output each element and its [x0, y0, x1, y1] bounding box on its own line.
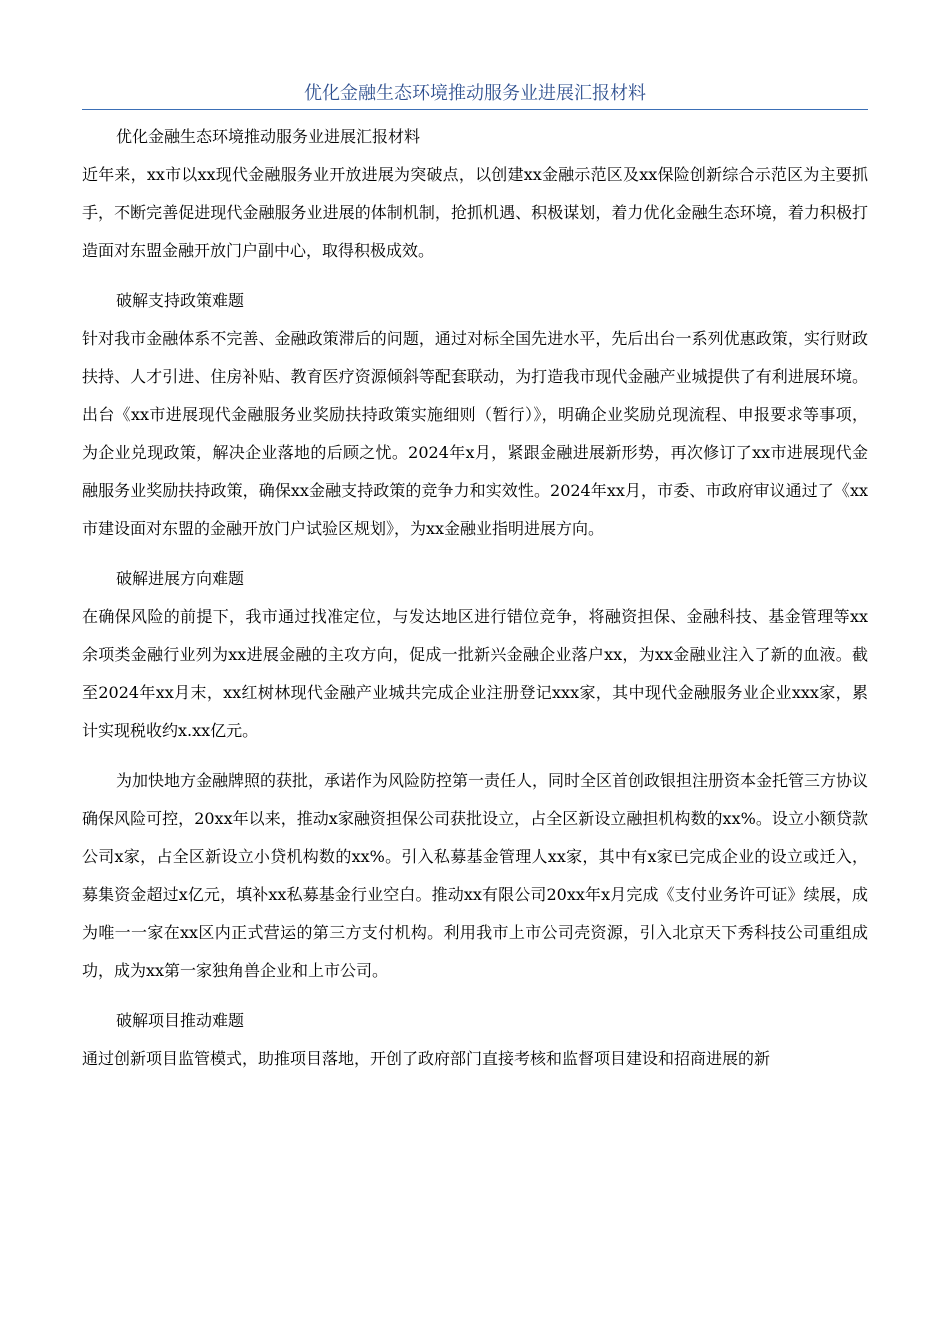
title-divider — [82, 109, 868, 110]
body-paragraph: 为加快地方金融牌照的获批，承诺作为风险防控第一责任人，同时全区首创政银担注册资本金托管三方协议确保风险可控，20xx年以来，推动x家融资担保公司获批设立，占全区新设立融担机构数的xx%。设立小额贷款公司x家，占全区新设立小贷机构数的xx%。引入私募基金管理人xx家，其中有x家已完成企业的设立或迁入，募集资金超过x亿元，填补xx私募基金行业空白。推动xx有限公司20xx年x月完成《支付业务许可证》续展，成为唯一一家在xx区内正式营运的第三方支付机构。利用我市上市公司壳资源，引入北京天下秀科技公司重组成功，成为xx第一家独角兽企业和上市公司。 — [82, 771, 869, 980]
section-heading: 破解进展方向难题 — [116, 569, 245, 588]
body-paragraph: 近年来，xx市以xx现代金融服务业开放进展为突破点，以创建xx金融示范区及xx保险创新综合示范区为主要抓手，不断完善促进现代金融服务业进展的体制机制，抢抓机遇、积极谋划，着力优化金融生态环境，着力积极打造面对东盟金融开放门户副中心，取得积极成效。 — [82, 165, 868, 260]
section-heading: 破解项目推动难题 — [116, 1011, 245, 1030]
section-heading: 破解支持政策难题 — [116, 291, 245, 310]
body-heading: 优化金融生态环境推动服务业进展汇报材料 — [116, 127, 421, 146]
page-title: 优化金融生态环境推动服务业进展汇报材料 — [304, 83, 646, 104]
body-paragraph: 针对我市金融体系不完善、金融政策滞后的问题，通过对标全国先进水平，先后出台一系列优惠政策，实行财政扶持、人才引进、住房补贴、教育医疗资源倾斜等配套联动，为打造我市现代金融产业城提供了有利进展环境。出台《xx市进展现代金融服务业奖励扶持政策实施细则（暂行）》，明确企业奖励兑现流程、申报要求等事项，为企业兑现政策，解决企业落地的后顾之忧。2024年x月，紧跟金融进展新形势，再次修订了xx市进展现代金融服务业奖励扶持政策，确保xx金融支持政策的竞争力和实效性。2024年xx月，市委、市政府审议通过了《xx市建设面对东盟的金融开放门户试验区规划》，为xx金融业指明进展方向。 — [82, 329, 868, 538]
body-paragraph: 通过创新项目监管模式，助推项目落地，开创了政府部门直接考核和监督项目建设和招商进展的新 — [82, 1049, 771, 1068]
body-paragraph: 在确保风险的前提下，我市通过找准定位，与发达地区进行错位竞争，将融资担保、金融科技、基金管理等xx余项类金融行业列为xx进展金融的主攻方向，促成一批新兴金融企业落户xx，为xx金融业注入了新的血液。截至2024年xx月末，xx红树林现代金融产业城共完成企业注册登记xxx家，其中现代金融服务业企业xxx家，累计实现税收约x.xx亿元。 — [82, 607, 868, 740]
document-body — [82, 118, 868, 1078]
